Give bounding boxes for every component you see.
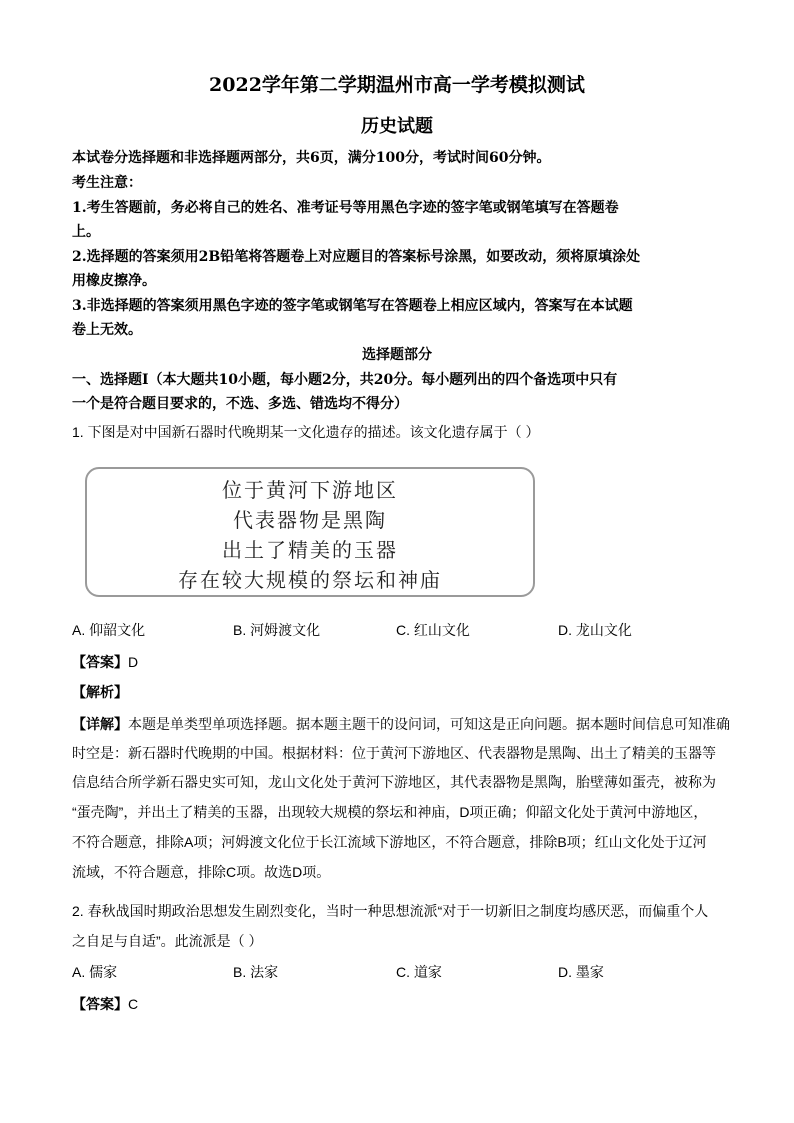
q1-option-a: A. 仰韶文化 — [72, 622, 146, 638]
q2-option-b: B. 法家 — [233, 964, 279, 980]
q2-option-c: C. 道家 — [396, 964, 442, 980]
page-subtitle: 历史试题 — [361, 116, 433, 137]
notice-2a: 2.选择题的答案须用2B铅笔将答题卷上对应题目的答案标号涂黑，如要改动，须将原填涂处 — [72, 249, 641, 265]
q1-option-c: C. 红山文化 — [396, 622, 470, 638]
analysis-tag: 【解析】 — [72, 684, 128, 700]
notice-1b: 上。 — [72, 224, 100, 240]
q2-stem-a: 2. 春秋战国时期政治思想发生剧烈变化，当时一种思想流派“对于一切新旧之制度均感厌恶，而偏重个人 — [72, 903, 709, 919]
notice-2b: 用橡皮擦净。 — [72, 273, 156, 289]
q1-box-line: 代表器物是黑陶 — [233, 508, 387, 532]
q1-answer-line — [72, 650, 732, 674]
q1-box-line: 出土了精美的玉器 — [222, 538, 398, 562]
q1-detail-text: 不符合题意，排除A项；河姆渡文化位于长江流域下游地区，不符合题意，排除B项；红山文化处于辽河 — [72, 834, 707, 850]
detail-tag: 【详解】 — [72, 716, 128, 732]
q1-option-d: D. 龙山文化 — [558, 622, 632, 638]
page-title: 2022学年第二学期温州市高一学考模拟测试 — [209, 74, 585, 96]
notice-3a: 3.非选择题的答案须用黑色字迹的签字笔或钢笔写在答题卷上相应区域内，答案写在本试题 — [72, 298, 633, 314]
intro-line: 本试卷分选择题和非选择题两部分，共6页，满分100分，考试时间60分钟。 — [72, 150, 551, 166]
q1-analysis-line — [72, 680, 732, 704]
part1-instructions-b: 一个是符合题目要求的，不选、多选、错选均不得分） — [72, 396, 408, 412]
notice-1a: 1.考生答题前，务必将自己的姓名、准考证号等用黑色字迹的签字笔或钢笔填写在答题卷 — [72, 200, 619, 216]
q1-detail-text: “蛋壳陶”，并出土了精美的玉器，出现较大规模的祭坛和神庙，D项正确；仰韶文化处于黄河中游地区， — [72, 804, 708, 820]
q1-detail-text: 信息结合所学新石器史实可知，龙山文化处于黄河下游地区，其代表器物是黑陶，胎壁薄如蛋壳，被称为 — [72, 774, 716, 790]
q2-answer: C — [128, 996, 139, 1012]
notice-title: 考生注意： — [72, 175, 142, 191]
q1-detail-text: 流域，不符合题意，排除C项。故选D项。 — [72, 864, 331, 880]
q2-answer-line — [72, 992, 732, 1016]
q1-stem: 1. 下图是对中国新石器时代晚期某一文化遗存的描述。该文化遗存属于（ ） — [72, 424, 540, 440]
section-heading: 选择题部分 — [362, 347, 432, 363]
q2-option-a: A. 儒家 — [72, 964, 118, 980]
q1-option-b: B. 河姆渡文化 — [233, 622, 321, 638]
q1-box-line: 存在较大规模的祭坛和神庙 — [178, 568, 442, 592]
q1-detail-text: 本题是单类型单项选择题。据本题主题干的设问词，可知这是正向问题。据本题时间信息可知准确 — [128, 716, 730, 732]
notice-3b: 卷上无效。 — [72, 322, 142, 338]
q1-answer: D — [128, 654, 139, 670]
q1-detail-line — [72, 712, 732, 736]
answer-tag: 【答案】 — [72, 654, 128, 670]
q2-stem-b: 之自足与自适”。此流派是（ ） — [72, 933, 263, 949]
q1-detail-text: 时空是：新石器时代晚期的中国。根据材料：位于黄河下游地区、代表器物是黑陶、出土了精美的玉器等 — [72, 745, 716, 761]
q2-option-d: D. 墨家 — [558, 964, 604, 980]
q1-box-line: 位于黄河下游地区 — [222, 478, 398, 502]
answer-tag: 【答案】 — [72, 996, 128, 1012]
q1-material-box — [85, 467, 535, 597]
part1-instructions-a: 一、选择题I（本大题共10小题，每小题2分，共20分。每小题列出的四个备选项中只有 — [72, 372, 618, 388]
